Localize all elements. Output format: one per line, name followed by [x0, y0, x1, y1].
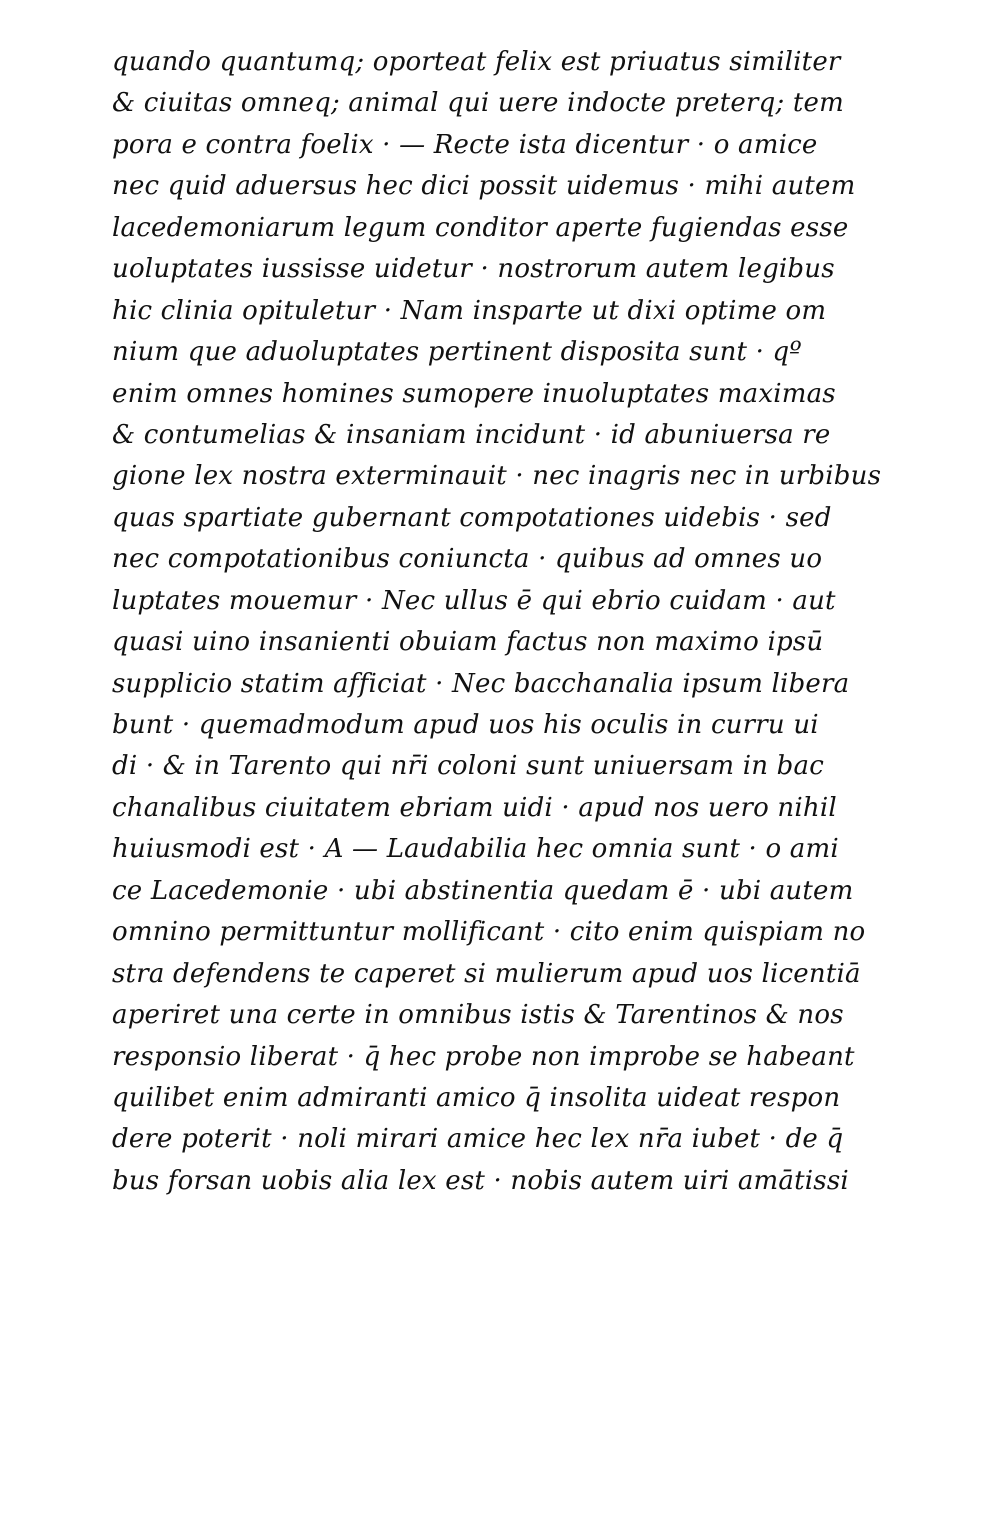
text-line: quilibet enim admiranti amico q̄ insolita uideat respon: [112, 1082, 841, 1113]
text-line: supplicio statim afficiat · Nec bacchanalia ipsum libera: [112, 668, 850, 699]
text-line: quas spartiate gubernant compotationes uidebis · sed: [112, 502, 832, 533]
text-line: quasi uino insanienti obuiam factus non maximo ipsū: [112, 627, 824, 658]
manuscript-text-block: [112, 42, 947, 1202]
text-line: di · & in Tarento qui nr̄i coloni sunt uniuersam in bac: [112, 751, 824, 782]
text-line: nec compotationibus coniuncta · quibus ad omnes uo: [112, 544, 823, 575]
text-line: quando quantumq; oporteat felix est priuatus similiter: [112, 47, 841, 77]
text-line: chanalibus ciuitatem ebriam uidi · apud nos uero nihil: [112, 792, 837, 823]
text-line: stra defendens te caperet si mulierum apud uos licentiā: [112, 958, 861, 989]
text-line: lacedemoniarum legum conditor aperte fugiendas esse: [112, 212, 849, 243]
text-line: hic clinia opituletur · Nam insparte ut dixi optime om: [112, 295, 827, 326]
text-line: aperiret una certe in omnibus istis & Tarentinos & nos: [112, 1000, 844, 1031]
text-line: bunt · quemadmodum apud uos his oculis in curru ui: [112, 710, 819, 740]
text-line: ce Lacedemonie · ubi abstinentia quedam ē · ubi autem: [112, 875, 854, 906]
text-line: enim omnes homines sumopere inuoluptates maximas: [112, 378, 836, 409]
text-line: & contumelias & insaniam incidunt · id abuniuersa re: [112, 419, 831, 450]
text-line: & ciuitas omneq; animal qui uere indocte preterq; tem: [112, 88, 844, 119]
text-line: bus forsan uobis alia lex est · nobis autem uiri amātissi: [112, 1165, 849, 1196]
text-line: dere poterit · noli mirari amice hec lex nr̄a iubet · de q̄: [112, 1124, 844, 1155]
text-line: pora e contra foelix · — Recte ista dicentur · o amice: [112, 129, 818, 160]
text-line: responsio liberat · q̄ hec probe non improbe se habeant: [112, 1041, 855, 1072]
text-line: uoluptates iussisse uidetur · nostrorum autem legibus: [112, 254, 835, 285]
text-line: omnino permittuntur mollificant · cito enim quispiam no: [112, 917, 866, 948]
text-line: huiusmodi est · A — Laudabilia hec omnia sunt · o ami: [112, 834, 839, 865]
text-line: nec quid aduersus hec dici possit uidemus · mihi autem: [112, 171, 856, 202]
text-line: luptates mouemur · Nec ullus ē qui ebrio cuidam · aut: [112, 585, 836, 616]
text-line: gione lex nostra exterminauit · nec inagris nec in urbibus: [112, 461, 882, 492]
text-line: nium que aduoluptates pertinent disposita sunt · qº: [112, 337, 802, 368]
